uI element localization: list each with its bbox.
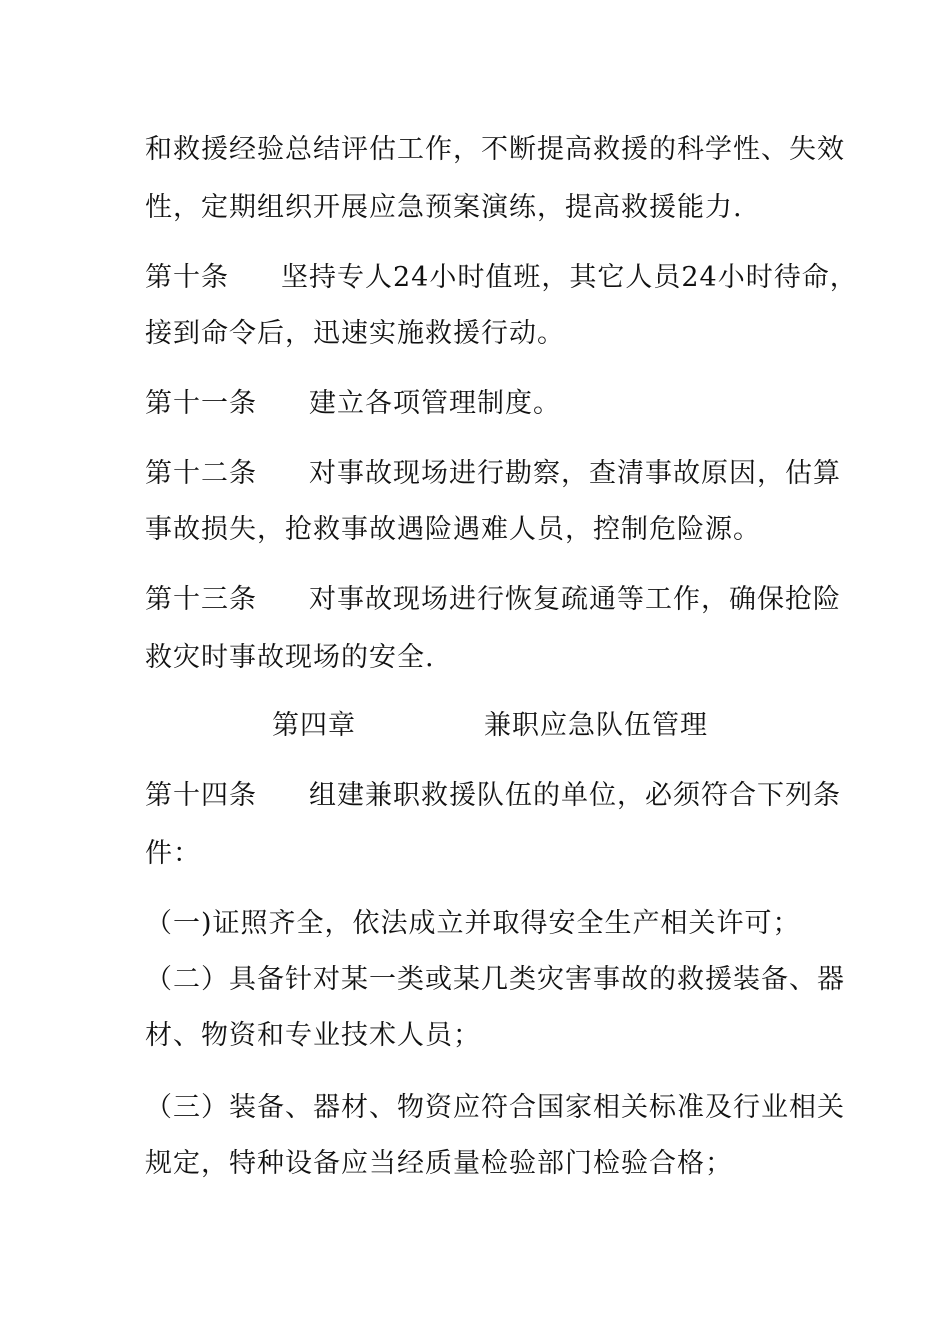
article-text: 对事故现场进行恢复疏通等工作，确保抢险 xyxy=(309,584,841,615)
article-14 xyxy=(145,776,841,816)
article-label: 第十二条 xyxy=(145,458,257,489)
list-item: （二）具备针对某一类或某几类灾害事故的救援装备、器 xyxy=(145,964,845,995)
chapter-number: 第四章 xyxy=(272,710,356,741)
paragraph-line: 救灾时事故现场的安全. xyxy=(145,642,435,673)
article-13 xyxy=(145,580,841,620)
article-text: 对事故现场进行勘察，查清事故原因，估算 xyxy=(309,458,841,489)
article-text: 坚持专人24小时值班，其它人员24小时待命， xyxy=(281,262,858,293)
list-item: （一)证照齐全，依法成立并取得安全生产相关许可； xyxy=(145,908,801,939)
article-10 xyxy=(145,258,858,298)
paragraph-line: 材、物资和专业技术人员； xyxy=(145,1020,481,1051)
article-label: 第十三条 xyxy=(145,584,257,615)
article-label: 第十条 xyxy=(145,262,229,293)
chapter-title: 兼职应急队伍管理 xyxy=(484,710,708,741)
list-item: （三）装备、器材、物资应符合国家相关标准及行业相关 xyxy=(145,1092,845,1123)
paragraph-line: 性，定期组织开展应急预案演练，提高救援能力. xyxy=(145,192,743,223)
paragraph-line: 事故损失，抢救事故遇险遇难人员，控制危险源。 xyxy=(145,514,761,545)
article-12 xyxy=(145,454,841,494)
chapter-heading xyxy=(272,706,708,746)
paragraph-line: 和救援经验总结评估工作，不断提高救援的科学性、失效 xyxy=(145,134,845,165)
article-label: 第十一条 xyxy=(145,388,257,419)
paragraph-line: 规定，特种设备应当经质量检验部门检验合格； xyxy=(145,1148,733,1179)
paragraph-line: 接到命令后，迅速实施救援行动。 xyxy=(145,318,565,349)
article-label: 第十四条 xyxy=(145,780,257,811)
article-11 xyxy=(145,384,825,424)
article-text: 建立各项管理制度。 xyxy=(309,388,561,419)
paragraph-line: 件： xyxy=(145,838,201,869)
article-text: 组建兼职救援队伍的单位，必须符合下列条 xyxy=(309,780,841,811)
